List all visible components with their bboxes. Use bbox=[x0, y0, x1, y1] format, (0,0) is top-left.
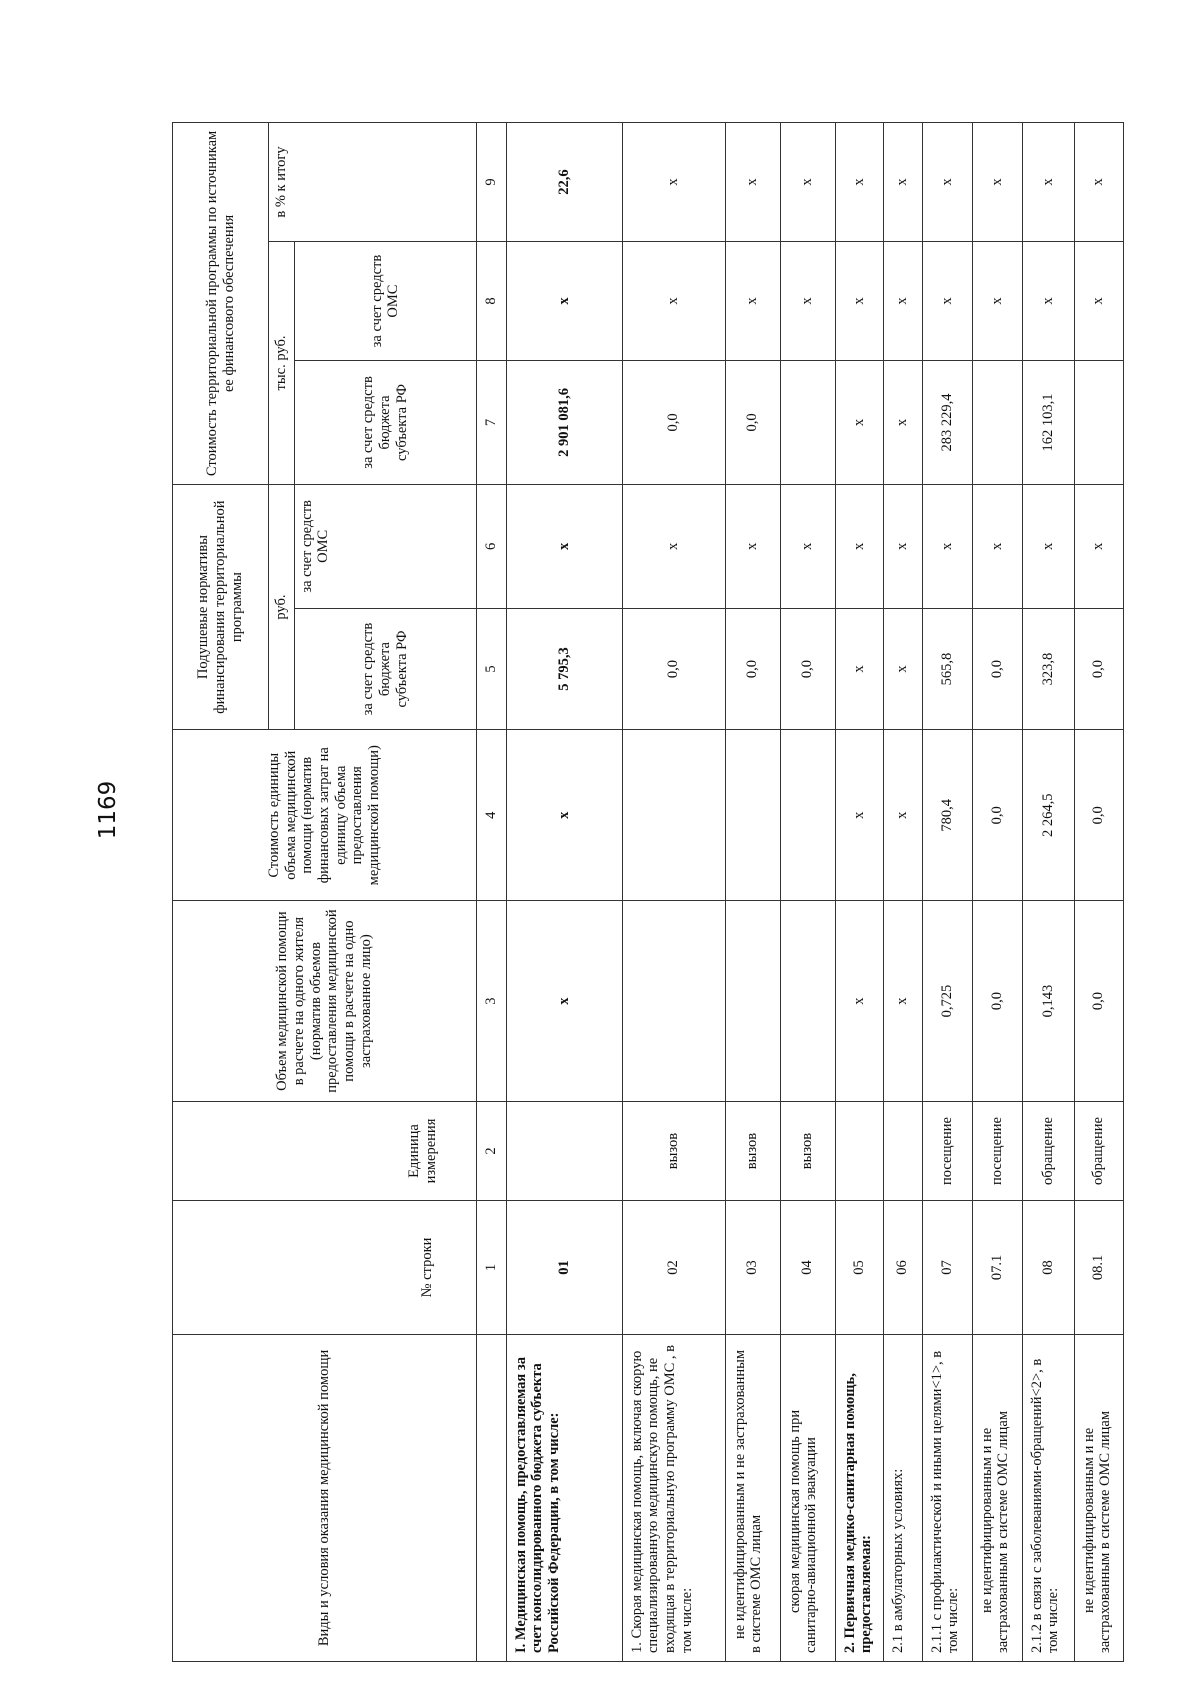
table-cell: 2 264,5 bbox=[1022, 730, 1074, 901]
page-number: 1169 bbox=[95, 780, 121, 840]
table-cell: обращение bbox=[1022, 1101, 1074, 1200]
table-cell bbox=[725, 901, 780, 1102]
table-cell: посещение bbox=[922, 1101, 972, 1200]
table-cell: 283 229,4 bbox=[922, 361, 972, 485]
table-cell: х bbox=[725, 484, 780, 608]
column-number: 3 bbox=[476, 901, 506, 1102]
table-cell: 07 bbox=[922, 1201, 972, 1335]
table-cell: х bbox=[506, 484, 622, 608]
table-cell bbox=[780, 730, 835, 901]
table-cell: х bbox=[1074, 484, 1123, 608]
table-cell: обращение bbox=[1074, 1101, 1123, 1200]
header-unit-rub: руб. bbox=[269, 484, 295, 729]
header-percent: в % к итогу bbox=[269, 123, 477, 242]
table-cell: х bbox=[922, 484, 972, 608]
table-cell: х bbox=[972, 123, 1022, 242]
table-cell: х bbox=[1074, 242, 1123, 361]
table-cell: 0,0 bbox=[1074, 730, 1123, 901]
column-number: 4 bbox=[476, 730, 506, 901]
table-cell: х bbox=[883, 361, 922, 485]
table-row bbox=[922, 123, 972, 1662]
table-cell: 323,8 bbox=[1022, 608, 1074, 729]
table-cell: 780,4 bbox=[922, 730, 972, 901]
header-total-cost: Стоимость территориальной программы по источникам ее финансового обеспечения bbox=[173, 123, 269, 485]
column-number: 6 bbox=[476, 484, 506, 608]
table-cell: х bbox=[506, 901, 622, 1102]
row-label: не идентифицированным и не застрахованным в системе ОМС лицам bbox=[725, 1334, 780, 1661]
column-number: 9 bbox=[476, 123, 506, 242]
table-cell: х bbox=[835, 361, 883, 485]
table-cell: х bbox=[883, 608, 922, 729]
table-cell: вызов bbox=[725, 1101, 780, 1200]
header-row-no: № строки bbox=[173, 1201, 477, 1335]
table-cell bbox=[725, 730, 780, 901]
table-row bbox=[972, 123, 1022, 1662]
table-cell: х bbox=[506, 242, 622, 361]
table-cell: посещение bbox=[972, 1101, 1022, 1200]
table-row bbox=[1074, 123, 1123, 1662]
table-cell: вызов bbox=[780, 1101, 835, 1200]
header-per-capita-oms: за счет средств ОМС bbox=[294, 484, 476, 608]
table-cell: х bbox=[972, 484, 1022, 608]
table-cell: 0,0 bbox=[972, 730, 1022, 901]
column-number: 8 bbox=[476, 242, 506, 361]
table-cell: х bbox=[883, 484, 922, 608]
table-cell: 0,0 bbox=[780, 608, 835, 729]
header-unit-cost: Стоимость единицы объема медицинской помощи (норматив финансовых затрат на единицу объема предоставления медицинской помощи) bbox=[173, 730, 477, 901]
header-unit: Единица измерения bbox=[173, 1101, 477, 1200]
table-cell: 0,0 bbox=[1074, 608, 1123, 729]
table-cell: х bbox=[835, 242, 883, 361]
table-cell: х bbox=[1022, 242, 1074, 361]
table-cell bbox=[780, 901, 835, 1102]
table-cell: х bbox=[622, 123, 725, 242]
column-number: 1 bbox=[476, 1201, 506, 1335]
table-cell: 0,0 bbox=[725, 608, 780, 729]
header-total-oms: за счет средств ОМС bbox=[294, 242, 476, 361]
row-label: 2.1 в амбулаторных условиях: bbox=[883, 1334, 922, 1661]
table-cell: х bbox=[1022, 484, 1074, 608]
column-number: 2 bbox=[476, 1101, 506, 1200]
table-row bbox=[780, 123, 835, 1662]
table-cell: 0,0 bbox=[1074, 901, 1123, 1102]
table-cell: 22,6 bbox=[506, 123, 622, 242]
column-number bbox=[476, 1334, 506, 1661]
row-label: 2.1.1 с профилактической и иными целями<1>, в том числе: bbox=[922, 1334, 972, 1661]
table-cell: х bbox=[835, 608, 883, 729]
table-cell bbox=[883, 1101, 922, 1200]
row-label: скорая медицинская помощь при санитарно-авиационной эвакуации bbox=[780, 1334, 835, 1661]
row-label: 2. Первичная медико-санитарная помощь, предоставляемая: bbox=[835, 1334, 883, 1661]
table-cell: 162 103,1 bbox=[1022, 361, 1074, 485]
table-cell: 0,0 bbox=[622, 361, 725, 485]
table-cell: х bbox=[780, 242, 835, 361]
table-cell: 0,0 bbox=[972, 901, 1022, 1102]
header-total-budget: за счет средств бюджета субъекта РФ bbox=[294, 361, 476, 485]
table-cell: 0,725 bbox=[922, 901, 972, 1102]
table-cell: вызов bbox=[622, 1101, 725, 1200]
header-per-capita-budget: за счет средств бюджета субъекта РФ bbox=[294, 608, 476, 729]
table-cell: х bbox=[506, 730, 622, 901]
column-number: 7 bbox=[476, 361, 506, 485]
table-cell: 02 bbox=[622, 1201, 725, 1335]
table-cell: х bbox=[835, 730, 883, 901]
table-cell: х bbox=[835, 484, 883, 608]
table-cell: х bbox=[622, 484, 725, 608]
table-cell: х bbox=[883, 242, 922, 361]
table-cell: 08 bbox=[1022, 1201, 1074, 1335]
table-cell: 0,0 bbox=[725, 361, 780, 485]
table-cell: х bbox=[883, 730, 922, 901]
table-cell: х bbox=[835, 901, 883, 1102]
table-cell bbox=[835, 1101, 883, 1200]
table-cell: х bbox=[725, 242, 780, 361]
table-cell: х bbox=[1022, 123, 1074, 242]
table-wrapper bbox=[172, 122, 1114, 1662]
table-cell: 0,0 bbox=[622, 608, 725, 729]
table-cell bbox=[1074, 361, 1123, 485]
table-cell: х bbox=[883, 123, 922, 242]
row-label: 2.1.2 в связи с заболеваниями-обращений<2>, в том числе: bbox=[1022, 1334, 1074, 1661]
table-cell: х bbox=[1074, 123, 1123, 242]
column-numbers-row bbox=[476, 123, 506, 1662]
table-cell bbox=[972, 361, 1022, 485]
row-label: I. Медицинская помощь, предоставляемая за счет консолидированного бюджета субъекта Российской Федерации, в том числе: bbox=[506, 1334, 622, 1661]
row-label: 1. Скорая медицинская помощь, включая скорую специализированную медицинскую помощь, не входящая в территориальную программу ОМС , в том числе: bbox=[622, 1334, 725, 1661]
table-cell: 0,143 bbox=[1022, 901, 1074, 1102]
table-row bbox=[835, 123, 883, 1662]
table-cell bbox=[622, 901, 725, 1102]
table-cell: х bbox=[835, 123, 883, 242]
table-row bbox=[725, 123, 780, 1662]
table-cell bbox=[506, 1101, 622, 1200]
column-number: 5 bbox=[476, 608, 506, 729]
table-cell: 07.1 bbox=[972, 1201, 1022, 1335]
table-row bbox=[622, 123, 725, 1662]
table-cell: 5 795,3 bbox=[506, 608, 622, 729]
table-row bbox=[1022, 123, 1074, 1662]
table-cell: 08.1 bbox=[1074, 1201, 1123, 1335]
financing-table bbox=[172, 122, 1124, 1662]
table-cell: х bbox=[725, 123, 780, 242]
row-label: не идентифицированным и не застрахованным в системе ОМС лицам bbox=[972, 1334, 1022, 1661]
table-cell: 0,0 bbox=[972, 608, 1022, 729]
header-per-capita: Подушевые нормативы финансирования территориальной программы bbox=[173, 484, 269, 729]
table-cell: х bbox=[972, 242, 1022, 361]
table-row bbox=[883, 123, 922, 1662]
table-cell: 2 901 081,6 bbox=[506, 361, 622, 485]
table-cell: 565,8 bbox=[922, 608, 972, 729]
table-cell: 03 bbox=[725, 1201, 780, 1335]
row-label: не идентифицированным и не застрахованным в системе ОМС лицам bbox=[1074, 1334, 1123, 1661]
table-cell: 01 bbox=[506, 1201, 622, 1335]
table-cell: х bbox=[922, 123, 972, 242]
table-cell: х bbox=[780, 484, 835, 608]
table-cell: 06 bbox=[883, 1201, 922, 1335]
table-cell: 05 bbox=[835, 1201, 883, 1335]
table-cell: х bbox=[622, 242, 725, 361]
table-cell: х bbox=[922, 242, 972, 361]
table-row bbox=[506, 123, 622, 1662]
table-cell: 04 bbox=[780, 1201, 835, 1335]
table-cell bbox=[780, 361, 835, 485]
header-volume: Объем медицинской помощи в расчете на одного жителя (норматив объемов предоставления медицинской помощи в расчете на одно застрахованное лицо) bbox=[173, 901, 477, 1102]
table-cell bbox=[622, 730, 725, 901]
table-cell: х bbox=[780, 123, 835, 242]
header-kind: Виды и условия оказания медицинской помощи bbox=[173, 1334, 477, 1661]
header-unit-thousand-rub: тыс. руб. bbox=[269, 242, 295, 485]
table-cell: х bbox=[883, 901, 922, 1102]
